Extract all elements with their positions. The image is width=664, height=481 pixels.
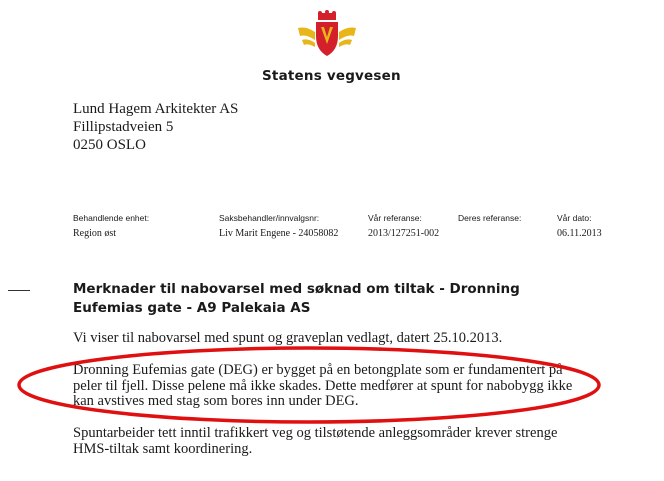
recipient-postal: 0250 OSLO: [73, 137, 146, 153]
our-ref-label: Vår referanse:: [368, 213, 422, 223]
unit-label: Behandlende enhet:: [73, 213, 150, 223]
statens-vegvesen-crest-icon: [296, 10, 358, 60]
handler-label: Saksbehandler/innvalgsnr:: [219, 213, 320, 223]
agency-name: Statens vegvesen: [262, 68, 401, 84]
your-ref-label: Deres referanse:: [458, 213, 522, 223]
letter-subject: Merknader til nabovarsel med søknad om tiltak - Dronning Eufemias gate - A9 Palekaia AS: [73, 281, 520, 316]
date-label: Vår dato:: [557, 213, 592, 223]
handler-value: Liv Marit Engene - 24058082: [219, 228, 339, 239]
our-ref-value: 2013/127251-002: [368, 228, 440, 239]
body-paragraph-2: Dronning Eufemias gate (DEG) er bygget på en betongplate som er fundamentert på peler til fjell. Disse pelene må ikke skades. Dette medfører at spunt for nabobygg ikke kan avstives med stag som bores inn under DEG.: [73, 362, 573, 409]
recipient-street: Fillipstadveien 5: [73, 119, 174, 135]
body-paragraph-1: Vi viser til nabovarsel med spunt og graveplan vedlagt, datert 25.10.2013.: [73, 330, 503, 346]
date-value: 06.11.2013: [557, 228, 602, 239]
recipient-name: Lund Hagem Arkitekter AS: [73, 101, 239, 117]
highlight-ellipse: [14, 344, 604, 426]
body-paragraph-3: Spuntarbeider tett inntil trafikkert veg og tilstøtende anleggsområder krever strenge HMS-tiltak samt koordinering.: [73, 425, 558, 457]
unit-value: Region øst: [73, 228, 117, 239]
fold-mark: [8, 290, 30, 291]
recipient-address: [73, 100, 238, 154]
